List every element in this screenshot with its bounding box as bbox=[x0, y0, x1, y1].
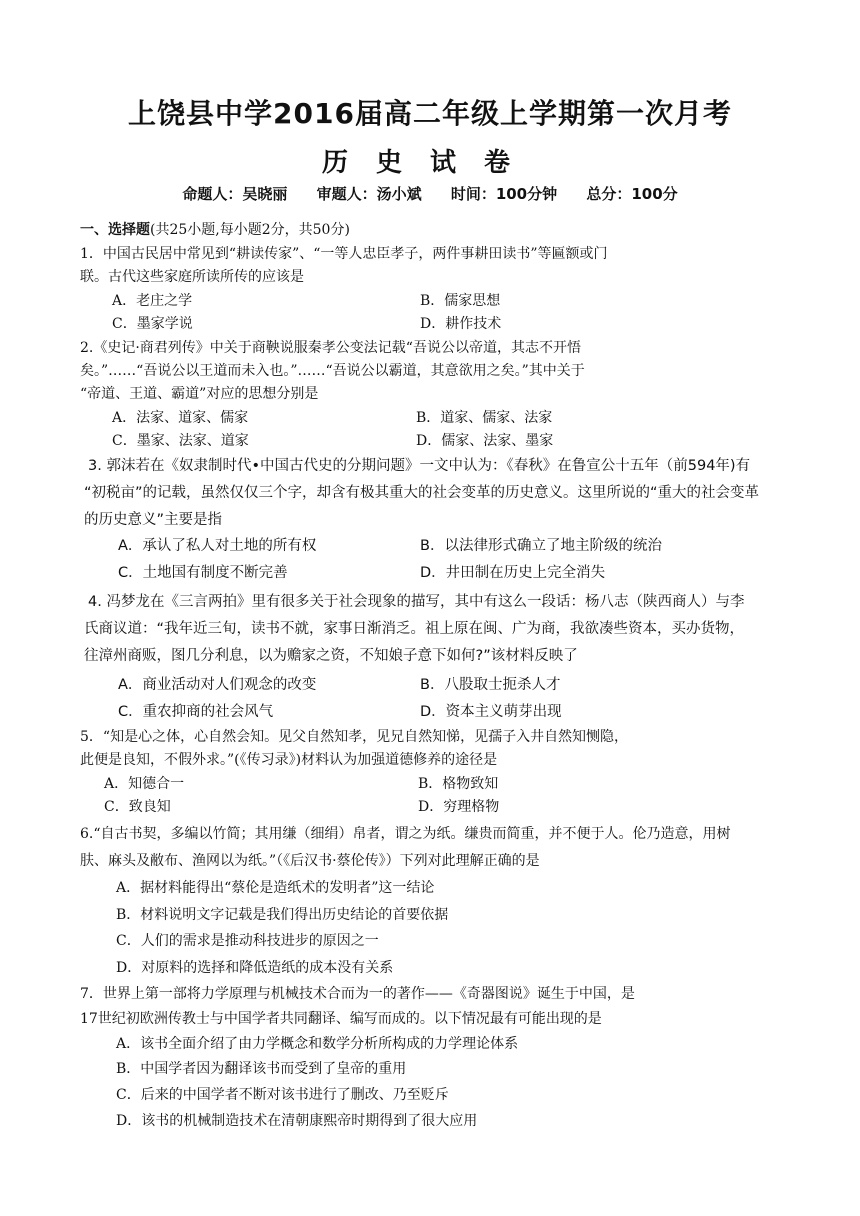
score: 总分：100分 bbox=[586, 185, 678, 203]
q2-option-b: B．道家、儒家、法家 bbox=[416, 410, 553, 426]
q2-option-c: C．墨家、法家、道家 bbox=[112, 433, 249, 449]
time: 时间：100分钟 bbox=[450, 185, 558, 203]
q7-option-d: D．该书的机械制造技术在清朝康熙帝时期得到了很大应用 bbox=[116, 1113, 478, 1129]
q5-option-a: A．知德合一 bbox=[104, 776, 185, 792]
q4-line3: 往漳州商贩，图几分利息，以为赡家之资，不知娘子意下如何?”该材料反映了 bbox=[84, 648, 578, 664]
q5-option-d: D．穷理格物 bbox=[418, 799, 500, 815]
q6-option-c: C．人们的需求是推动科技进步的原因之一 bbox=[116, 933, 379, 949]
section-title: 一、选择题 bbox=[80, 222, 150, 238]
q6-option-b: B．材料说明文字记载是我们得出历史结论的首要依据 bbox=[116, 907, 449, 923]
exam-title: 上饶县中学2016届高二年级上学期第一次月考 bbox=[128, 97, 732, 130]
q2-option-a: A．法家、道家、儒家 bbox=[112, 410, 249, 426]
q7-line1: 7．世界上第一部将力学原理与机械技术合而为一的著作——《奇器图说》诞生于中国，是 bbox=[80, 986, 635, 1002]
q7-option-a: A．该书全面介绍了由力学概念和数学分析所构成的力学理论体系 bbox=[116, 1036, 519, 1052]
q3-option-a: A．承认了私人对土地的所有权 bbox=[118, 538, 317, 554]
q4-line1: 4. 冯梦龙在《三言两拍》里有很多关于社会现象的描写，其中有这么一段话：杨八志（陕西商人）与李 bbox=[88, 594, 745, 610]
exam-info bbox=[0, 183, 860, 204]
q6-option-a: A．据材料能得出“蔡伦是造纸术的发明者”这一结论 bbox=[116, 880, 435, 896]
section-heading bbox=[80, 220, 350, 240]
q4-option-d: D．资本主义萌芽出现 bbox=[420, 704, 562, 720]
q4-option-a: A．商业活动对人们观念的改变 bbox=[118, 677, 317, 693]
q3-line3: 的历史意义”主要是指 bbox=[84, 512, 223, 528]
q2-line1: 2.《史记·商君列传》中关于商鞅说服秦孝公变法记载“吾说公以帝道，其志不开悟 bbox=[80, 340, 581, 356]
q3-option-c: C．土地国有制度不断完善 bbox=[118, 565, 288, 581]
q4-line2: 氏商议道：“我年近三旬，读书不就，家事日渐消乏。祖上原在闽、广为商，我欲凑些资本，买办货物， bbox=[84, 621, 745, 637]
q4-option-b: B．八股取士扼杀人才 bbox=[420, 677, 561, 693]
section-note: (共25小题,每小题2分，共50分) bbox=[150, 222, 350, 238]
setter: 命题人：吴晓丽 bbox=[182, 185, 288, 203]
q5-line1: 5．“知是心之体，心自然会知。见父自然知孝，见兄自然知悌，见孺子入井自然知恻隐， bbox=[80, 729, 629, 745]
q2-line3: “帝道、王道、霸道”对应的思想分别是 bbox=[80, 386, 319, 402]
q1-option-d: D．耕作技术 bbox=[420, 316, 502, 332]
q5-option-c: C．致良知 bbox=[104, 799, 171, 815]
q3-line2: “初税亩”的记载，虽然仅仅三个字，却含有极其重大的社会变革的历史意义。这里所说的“重大的社会变革 bbox=[84, 485, 760, 501]
q6-line1: 6.“自古书契，多编以竹简；其用缣（细绢）帛者，谓之为纸。缣贵而简重，并不便于人。伦乃造意，用树 bbox=[80, 826, 731, 842]
reviewer: 审题人：汤小斌 bbox=[316, 185, 422, 203]
q3-option-b: B．以法律形式确立了地主阶级的统治 bbox=[420, 538, 662, 554]
q1-option-b: B．儒家思想 bbox=[420, 293, 501, 309]
exam-subtitle: 历史试卷 bbox=[321, 148, 538, 178]
q3-line1: 3. 郭沫若在《奴隶制时代•中国古代史的分期问题》一文中认为：《春秋》在鲁宣公十五年（前594年)有 bbox=[88, 458, 751, 474]
q5-line2: 此便是良知，不假外求。”(《传习录》)材料认为加强道德修养的途径是 bbox=[80, 752, 498, 768]
q7-option-c: C．后来的中国学者不断对该书进行了删改、乃至贬斥 bbox=[116, 1087, 449, 1103]
q2-line2: 矣。”……“吾说公以王道而未入也。”……“吾说公以霸道，其意欲用之矣。”其中关于 bbox=[80, 363, 585, 379]
q5-option-b: B．格物致知 bbox=[418, 776, 499, 792]
q6-option-d: D．对原料的选择和降低造纸的成本没有关系 bbox=[116, 960, 394, 976]
q4-option-c: C．重农抑商的社会风气 bbox=[118, 704, 274, 720]
q1-option-a: A．老庄之学 bbox=[112, 293, 193, 309]
q1-line1: 1．中国古民居中常见到“耕读传家”、“一等人忠臣孝子，两件事耕田读书”等匾额或门 bbox=[80, 246, 608, 262]
q7-option-b: B．中国学者因为翻译该书而受到了皇帝的重用 bbox=[116, 1061, 407, 1077]
q7-line2: 17世纪初欧洲传教士与中国学者共同翻译、编写而成的。以下情况最有可能出现的是 bbox=[80, 1011, 602, 1027]
q3-option-d: D．井田制在历史上完全消失 bbox=[420, 565, 606, 581]
q2-option-d: D．儒家、法家、墨家 bbox=[416, 433, 554, 449]
q6-line2: 肤、麻头及敝布、渔网以为纸。”（《后汉书·蔡伦传》）下列对此理解正确的是 bbox=[80, 853, 540, 869]
q1-option-c: C．墨家学说 bbox=[112, 316, 193, 332]
q1-line2: 联。古代这些家庭所读所传的应该是 bbox=[80, 269, 304, 285]
